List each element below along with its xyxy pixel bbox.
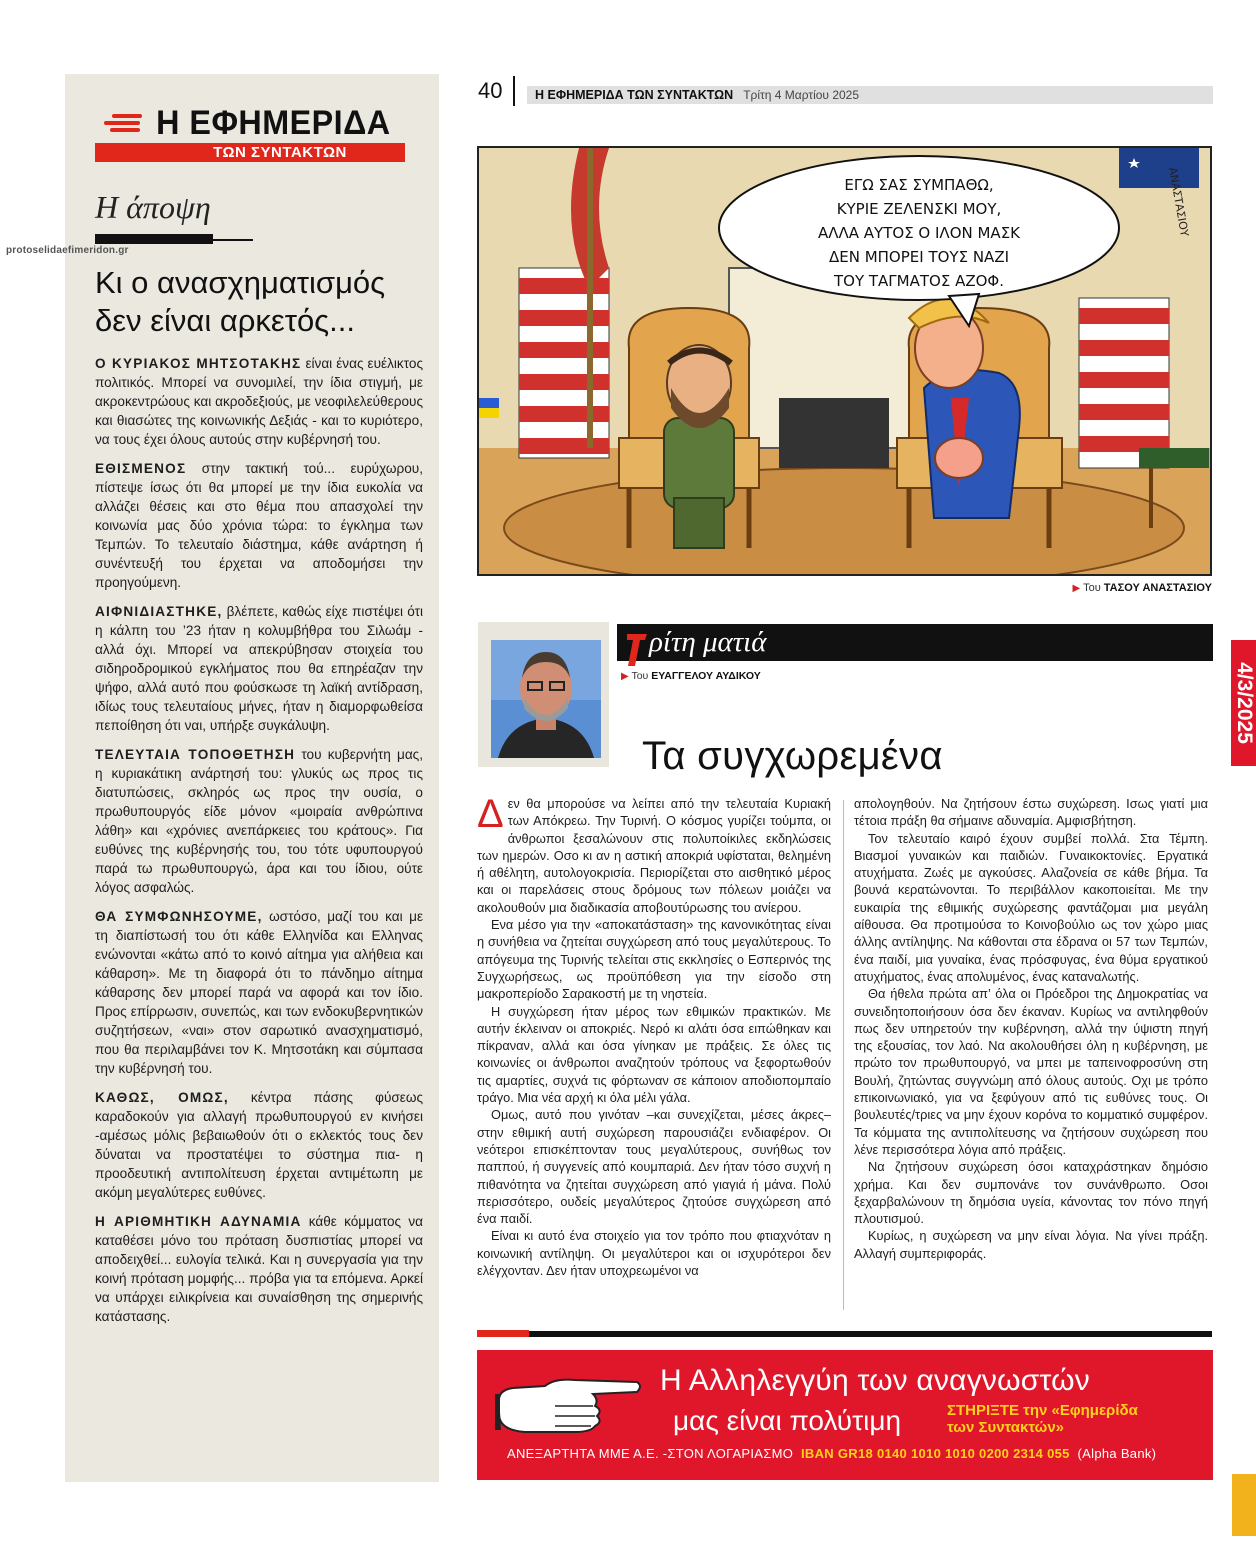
speech-line: ΕΓΩ ΣΑΣ ΣΥΜΠΑΘΩ, (844, 176, 994, 194)
speech-line: ΔΕΝ ΜΠΟΡΕΙ ΤΟΥΣ ΝΑΖΙ (828, 248, 1010, 266)
play-triangle-icon: ▶ (621, 671, 629, 682)
section-label: Η άποψη (95, 189, 211, 225)
ad-bank-details: ΑΝΕΞΑΡΤΗΤΑ ΜΜΕ Α.Ε. -ΣΤΟΝ ΛΟΓΑΡΙΑΣΜΟ IBAN GR18 0140 1010 1010 0200 2314 055 (Alpha Bank) (507, 1446, 1157, 1461)
opinion-paragraph: Η ΑΡΙΘΜΗΤΙΚΗ ΑΔΥΝΑΜΙΑ κάθε κόμματος να καταθέσει μόνο του πρόταση δυσπιστίας μπορεί να αποδειχθεί... ευλογία τελικά. Και η συνεργασία για την κοινή πρόταση μομφής... πρόβα για τα επόμενα. Αρκεί να υπάρχει ειλικρίνεια και συναίσθηση της σημερινής κατάστασης. (95, 1214, 423, 1324)
speech-line: ΚΥΡΙΕ ΖΕΛΕΝΣΚΙ ΜΟΥ, (836, 200, 1002, 218)
article-paragraph: απολογηθούν. Να ζητήσουν έστω συχώρεση. Ισως γιατί μια τέτοια πράξη θα σήμαινε αδυναμία. Αμφισβήτηση. (854, 796, 1208, 829)
section-rule-thin (213, 239, 253, 241)
issue-date: Τρίτη 4 Μαρτίου 2025 (743, 88, 860, 102)
opinion-paragraph: ΑΙΦΝΙΔΙΑΣΤΗΚΕ, βλέπετε, καθώς είχε πιστέψει ότι η κάλπη του ’23 ήταν η κολυμβήθρα του Σιλωάμ - αλλά όχι. Μπορεί να απεκρύβησαν στοιχεία του σιδηροδρομικού εγκλήματος που θα επηρέαζαν την ψήφο, αλλά αυτό που φούσκωσε τη λαϊκή αντίδραση, ιδίως τους τελευταίους μήνες, ήταν η διαμορφωθείσα πεποίθηση ότι ναι, υπήρξε συγκάλυψη. (95, 604, 423, 733)
speech-line: ΑΛΛΑ ΑΥΤΟΣ Ο ΙΛΟΝ ΜΑΣΚ (817, 224, 1021, 242)
article-paragraph: Να ζητήσουν συχώρεση όσοι καταχράστηκαν δημόσιο χρήμα. Και δεν συμπονάνε τον συνάνθρωπο. Οσοι ξεχαρβαλώνουν τη δημόσια υγεία, κάνοντας τον πόνο πηγή πλουτισμού. (854, 1159, 1208, 1227)
pointing-hand-icon (495, 1370, 645, 1440)
column-divider (843, 800, 844, 1310)
play-triangle-icon: ▶ (1072, 583, 1081, 594)
political-cartoon (477, 146, 1212, 576)
opinion-paragraph: ΘΑ ΣΥΜΦΩΝΗΣΟΥΜΕ, ωστόσο, μαζί του και με τη διαπίστωσή του ότι κάθε Ελληνίδα και Ελληνας ενώνονται «κάτω από το κοινό αίτημα για αλήθεια και κάθαρση». Με τη διαφορά ότι το πάνδημο αίτημα κάθαρσης δεν μπορεί παρά να αφορά και τον ίδιο. Προς επίρρωσιν, συνεπώς, και των ενδοκυβερνητικών συζητήσεων, «ναι» στον σαρωτικό ανασχηματισμό, που θα περιλαμβάνει τον Κ. Μητσοτάκη και σύμπασα την κυβέρνησή του. (95, 909, 424, 1076)
cartoon-credit: ▶ Του ΤΑΣΟΥ ΑΝΑΣΤΑΣΙΟΥ (1072, 582, 1212, 594)
opinion-paragraph: ΤΕΛΕΥΤΑΙΑ ΤΟΠΟΘΕΤΗΣΗ του κυβερνήτη μας, η κυριακάτικη ανάρτησή του: γλυκύς ως προς τις διατυπώσεις, σκληρός ως προς την ουσία, ο πρωθυπουργός είδε μόνον «μοιραία ανθρώπινα λάθη» και «χρόνιες ανεπάρκειες του κράτους». Για ευθύνες της κυβέρνησής του, του τότε υφυπουργού παρά τω πρωθυπουργώ, άρα και του ίδιου, ούτε λόγος ασφαλώς. (95, 747, 424, 895)
opinion-column (65, 74, 439, 1482)
cartoon-illustration (479, 148, 1210, 574)
column-name: ρίτη ματιά (649, 626, 767, 658)
opinion-body (95, 354, 423, 1336)
opinion-headline: Κι ο ανασχηματισμός δεν είναι αρκετός... (95, 265, 386, 338)
opinion-paragraph: Ο ΚΥΡΙΑΚΟΣ ΜΗΤΣΟΤΑΚΗΣ είναι ένας ευέλικτος πολιτικός. Μπορεί να συνομιλεί, την ίδια στιγμή, με ακροκεντρώους και ακροδεξιούς, με νεοφιλελεύθερους και θιασώτες της κοινωνικής Δεξιάς - και το κυριότερο, να τους έχει όλους αυτούς στην κυβέρνησή του. (95, 356, 424, 447)
article-paragraph: Είναι κι αυτό ένα στοιχείο για τον τρόπο που φτιαχνόταν η κοινωνική αντίληψη. Οι μεγαλύτεροι και οι ισχυρότεροι δεν ελέγχονταν. Δεν ήταν υποχρεωμένοι να (477, 1228, 831, 1279)
watermark: protoselidaefimeridon.gr (6, 245, 129, 256)
speech-text (818, 176, 1021, 290)
section-rule (95, 234, 213, 244)
reader-support-ad (477, 1350, 1213, 1480)
article-paragraph: Θα ήθελα πρώτα απ’ όλα οι Πρόεδροι της Δημοκρατίας να συνειδητοποιήσουν όσα δεν έκαναν. Κυρίως να αντιληφθούν πως δεν υπηρετούν την κυβέρνηση, αλλά την ύψιστη πηγή της εξουσίας, τον λαό. Να ακολουθήσει όλη η κυβέρνηση, με πρώτο τον πρωθυπουργό, να μπει με ταπεινοφροσύνη στη Βουλή, ζητώντας συγγνώμη από όλους αυτούς. Οχι με τρόπο επικοινωνιακό, για να ξεφύγουν από τις ευθύνες τους. Οι βουλευτές/τριες να μην έχουν κορόνα το κομματικό συμφέρον. Τα κόμματα της αντιπολίτευσης να ζητήσουν συχώρεση που λένε περισσότερα λόγια από πράξεις. (854, 986, 1208, 1157)
author-photo (478, 622, 609, 767)
running-header (527, 86, 1213, 104)
speed-lines-icon (104, 112, 144, 134)
opinion-paragraph: ΚΑΘΩΣ, ΟΜΩΣ, κέντρα πάσης φύσεως καραδοκούν για αλλαγή πρωθυπουργού εν κινήσει -αμέσως μόλις βεβαιωθούν ότι ο εκλεκτός τους δεν δύναται να προστατέψει το σύστημα πια- η προοδευτική αντιπολίτευση έρχεται αντιμέτωπη με ακόμη μεγαλύτερες ευθύνες. (95, 1090, 424, 1200)
yellow-edge-tab (1232, 1474, 1256, 1536)
opinion-paragraph: ΕΘΙΣΜΕΝΟΣ στην τακτική τού... ευρύχωρου, πίστεψε ίσως ότι θα μπορεί με την ίδια ευκολία να αλλάζει θέσεις και στο θέμα που απασχολεί την κοινωνία μας δύο χρόνια τώρα: το έγκλημα των Τεμπών. Το τελευταίο διάστημα, κάθε ανάρτηση ή συνέντευξή του έρχεται να αποδομήσει την προηγούμενη. (95, 461, 423, 590)
logo-subtitle: ΤΩΝ ΣΥΝΤΑΚΤΩΝ (95, 143, 405, 162)
date-side-tab: 4/3/2025 (1231, 640, 1256, 766)
artist-signature: ΑΝΑΣΤΑΣΙΟΥ (1166, 166, 1192, 238)
ad-rule-red (477, 1330, 529, 1337)
article-paragraph: Ομως, αυτό που γινόταν –και συνεχίζεται, μέσες άκρες– στην εθιμική αυτή συχώρεση παρουσιάζει ενδιαφέρον. Οι νεότεροι επισκέπτονταν τους μεγαλύτερους, συνήθως τον παππού, ή συγγενείς από κουμπαριά. Δεν ήταν τόσο συχνή η πιθανότητα να ζητείται συγχώρεση από γιαγιά ή μάνα. Πολύ περισσότερο, ουδείς μεγαλύτερος ζητούσε συγχώρεση από ένα παιδί. (477, 1107, 831, 1227)
page-number: 40 (478, 78, 503, 103)
column-title-band (617, 624, 1213, 661)
newspaper-logo (95, 106, 405, 162)
article-column-2 (854, 795, 1208, 1262)
article-paragraph: Η συγχώρεση ήταν μέρος των εθιμικών πρακτικών. Με αυτήν έκλειναν οι αποκριές. Νερό κι αλάτι όσα ειπώθηκαν και πίκραναν, αλλά και όσα γίνηκαν με πράξεις. Σε όλες τις κοινωνίες οι άνθρωποι αναζητούν τρόπους να ξεφορτωθούν τις αμαρτίες, συχνά τις φόρτωναν σε κάποιον αποδιοπομπαίο τράγο. Μια νέα αρχή κι όλα μέλι γάλα. (477, 1003, 831, 1106)
header-divider (513, 76, 515, 106)
speech-line: ΤΟΥ ΤΑΓΜΑΤΟΣ ΑΖΟΦ. (833, 272, 1005, 290)
article-title: Τα συγχωρεμένα (642, 734, 943, 778)
ad-headline: Η Αλληλεγγύη των αναγνωστών (660, 1364, 1090, 1397)
article-paragraph: Κυρίως, η συχώρεση να μην είναι λόγια. Να γίνει πράξη. Αλλαγή συμπεριφοράς. (854, 1228, 1208, 1261)
ad-rule-black (529, 1331, 1212, 1337)
ad-subheadline: μας είναι πολύτιμη (673, 1405, 902, 1436)
drop-cap: Δ (477, 792, 504, 836)
paper-name: Η ΕΦΗΜΕΡΙΔΑ ΤΩΝ ΣΥΝΤΑΚΤΩΝ (535, 88, 734, 102)
zelensky-figure (664, 345, 734, 548)
column-byline: ▶ Του ΕΥΑΓΓΕΛΟΥ ΑΥΔΙΚΟΥ (621, 670, 761, 682)
column-t-logo-icon (625, 622, 649, 668)
logo-title: Η ΕΦΗΜΕΡΙΔΑ (155, 104, 391, 142)
article-paragraph: Ενα μέσο για την «αποκατάσταση» της κανονικότητας είναι η συνήθεια να ζητείται συγχώρεση από τους μεγαλύτερους. Το απόγευμα της Τυρινής τελείται στις εκκλησίες ο Εσπερινός της Συγχωρήσεως, ως προϋπόθεση για την είσοδο στη μακροπερίοδο Σαρακοστή με τη νηστεία. (477, 917, 831, 1002)
article-column-1: Δεν θα μπορούσε να λείπει από την τελευταία Κυριακή των Απόκρεω. Την Τυρινή. Ο κόσμος γυρίζει τούμπα, οι άνθρωποι ξεσαλώνουν στις πολυποίκιλες εκδηλώσεις των ημερών. Οσο κι αν η αστική αποκριά υφίσταται, θελημένη ή αθέλητη, αυτολογοκρισία. Περιορίζεται στο αισθητικό μέρος και οι παρελάσεις στους δρόμους των πόλεων μοιάζει να ακολουθούν μια διαδικασία αποβουτύρωσης του ανίερου. Ενα μέσο για την «αποκατάσταση» της κανονικότητας είναι η συνήθεια να ζητείται συγχώρεση από τους μεγαλύτερους. Το απόγευμα της Τυρινής τελείται στις εκκλησίες ο Εσπερινός της Συγχωρήσεως, ως προϋπόθεση για την είσοδο στη μακροπερίοδο Σαρακοστή με τη νηστεία. Η συγχώρεση ήταν μέρος των εθιμικών πρακτικών. Με αυτήν έκλειναν οι αποκριές. Νερό κι αλάτι όσα ειπώθηκαν και πίκραναν, αλλά και όσα γίνηκαν με πράξεις. Σε όλες τις κοινωνίες οι άνθρωποι αναζητούν τρόπους να ξεφορτωθούν τις αμαρτίες, συχνά τις φόρτωναν σε κάποιον αποδιοπομπαίο τράγο. Μια νέα αρχή κι όλα μέλι γάλα. Ομως, αυτό που γινόταν –και συνεχίζεται, μέσες άκρες– στην εθιμική αυτή συχώρεση παρουσιάζει ενδιαφέρον. Οι νεότεροι επισκέπτονταν τους μεγαλύτερους, συνήθως τον παππού, ή συγγενείς από κουμπαριά. Δεν ήταν τόσο συχνή η πιθανότητα να ζητείται συγχώρεση από γιαγιά ή μάνα. Πολύ περισσότερο, ουδείς μεγαλύτερος ζητούσε συγχώρεση από ένα παιδί. Είναι κι αυτό ένα στοιχείο για τον τρόπο που φτιαχνόταν η κοινωνική αντίληψη. Οι μεγαλύτεροι και οι ισχυρότεροι δεν ελέγχονταν. Δεν ήταν υποχρεωμένοι να (477, 792, 831, 1279)
article-paragraph: Τον τελευταίο καιρό έχουν συμβεί πολλά. Στα Τέμπη. Βιασμοί γυναικών και παιδιών. Γυναικοκτονίες. Εργατικά ατυχήματα. Ζωές με αγκούσες. Αλαζονεία σε κάθε βήμα. Τα βουνά κερατώνονται. Το περιβάλλον κακοποιείται. Με την ευκαιρία της εθιμικής συχώρεσης φαντάζομαι μια μεγάλη αίθουσα. Θα προτιμούσα το Κοινοβούλιο ως τον χώρο μιας άλλης αντίληψης. Να κάθονται στα έδρανα οι 57 των Τεμπών, ένα παιδί, μια γυναίκα, ένας πρόσφυγας, ένα θύμα εργατικού ατυχήματος, ένας απολυμένος, ένας καταναλωτής. (854, 830, 1208, 984)
ad-support-text: ΣΤΗΡΙΞΤΕ την «Εφημερίδα των Συντακτών» (947, 1402, 1138, 1436)
